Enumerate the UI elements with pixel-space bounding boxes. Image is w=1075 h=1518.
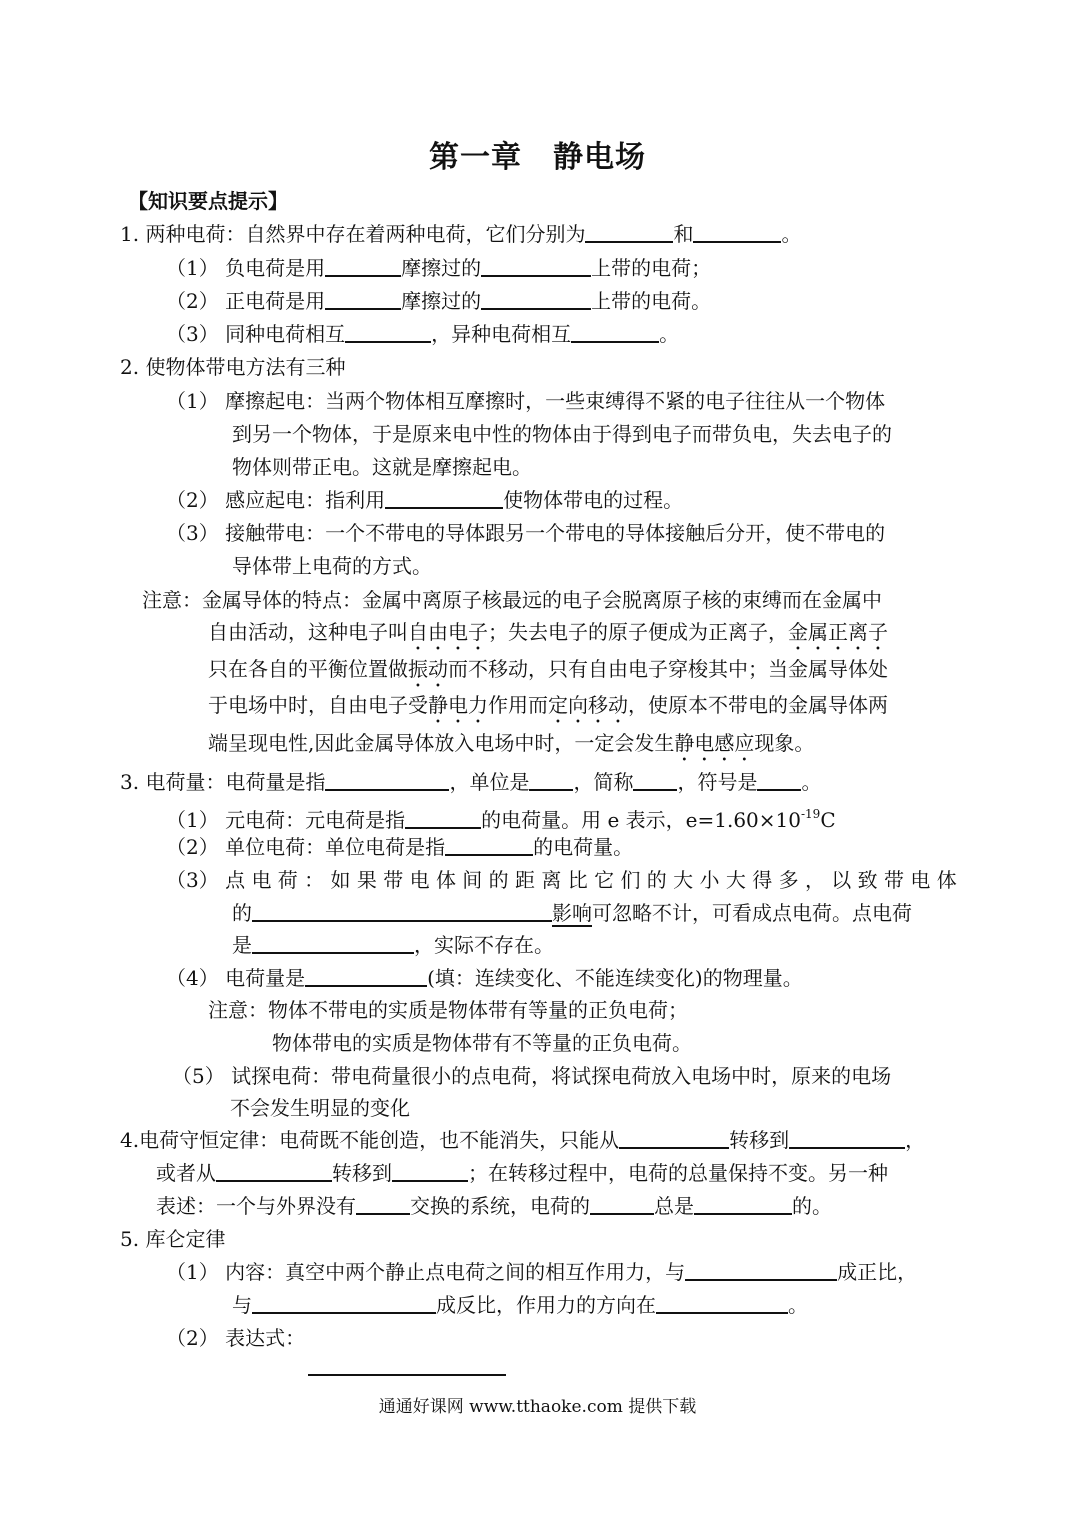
item-4-text: ；在转移过程中，电荷的总量保持不变。另一种	[468, 1161, 888, 1185]
item-4-line-b	[156, 1160, 888, 1186]
item-2: 2. 使物体带电方法有三种	[120, 355, 346, 379]
note-2-line-b: 物体带电的实质是物体带有不等量的正负电荷。	[272, 1031, 692, 1055]
item-3-text: ，符号是	[677, 770, 758, 794]
note-text: 只在各自的平衡位置做	[208, 657, 408, 681]
answer-blank[interactable]	[685, 1259, 837, 1281]
answer-blank[interactable]	[757, 769, 801, 791]
answer-blank[interactable]	[445, 834, 533, 856]
item-2-2-text-a: （2） 感应起电：指利用	[166, 488, 386, 512]
note-1-line-e	[208, 730, 814, 766]
item-4-line-a	[120, 1127, 925, 1153]
item-3-5-line-a: （5） 试探电荷：带电荷量很小的点电荷，将试探电荷放入电场中时，原来的电场	[172, 1064, 892, 1088]
emphasis-term: 静电感应	[674, 731, 755, 755]
note-text: 于电场中时，自由电子受	[208, 693, 428, 717]
note-text: ，使原本不带电的金属导体两	[628, 693, 888, 717]
item-1-text-a: 1. 两种电荷：自然界中存在着两种电荷，它们分别为	[120, 222, 586, 246]
answer-blank[interactable]	[481, 288, 591, 310]
item-1-3-text-c: 。	[659, 322, 680, 346]
answer-blank[interactable]	[571, 321, 659, 343]
note-text: 端呈现电性,因此金属导体放入电场中时，一定会发生	[208, 731, 675, 755]
answer-blank[interactable]	[325, 769, 449, 791]
note-1-line-a: 注意：金属导体的特点：金属中离原子核最远的电子会脱离原子核的束缚而在金属中	[142, 588, 882, 612]
item-3-4-text: (填：连续变化、不能连续变化)的物理量。	[427, 966, 803, 990]
item-1-text-b: 和	[673, 222, 694, 246]
item-4-text: 或者从	[156, 1161, 216, 1185]
item-4-text: 转移到	[729, 1128, 790, 1152]
answer-blank[interactable]	[345, 321, 431, 343]
note-text: 而不移动，只有自由电子穿梭其中；当金属导体处	[448, 657, 888, 681]
item-2-3-line-b: 导体带上电荷的方式。	[232, 554, 432, 578]
answer-blank[interactable]	[694, 1193, 792, 1215]
note-1-line-b	[208, 619, 888, 655]
item-3	[120, 769, 821, 795]
item-3-1-text: 的电荷量。用 e 表示，e=1.60×10	[481, 808, 801, 832]
footer: 通通好课网 www.tthaoke.com 提供下载	[378, 1397, 697, 1417]
item-3-text: 3. 电荷量：电荷量是指	[120, 770, 326, 794]
item-5-1-line-b	[232, 1292, 808, 1318]
answer-blank[interactable]	[789, 1127, 905, 1149]
answer-blank[interactable]	[656, 1292, 788, 1314]
item-3-1-text: （1） 元电荷：元电荷是指	[166, 808, 406, 832]
item-1-2-text-b: 摩擦过的	[401, 289, 482, 313]
item-2-1-line-a: （1） 摩擦起电：当两个物体相互摩擦时，一些束缚得不紧的电子往往从一个物体	[166, 389, 886, 413]
item-1-3-text-a: （3） 同种电荷相互	[166, 322, 346, 346]
item-3-2-text: 的电荷量。	[533, 835, 634, 859]
item-5: 5. 库仑定律	[120, 1227, 226, 1251]
item-1-2	[166, 288, 711, 314]
answer-blank[interactable]	[216, 1160, 332, 1182]
item-2-2-text-b: 使物体带电的过程。	[503, 488, 684, 512]
item-2-2	[166, 487, 683, 513]
item-3-3-text: 是	[232, 933, 252, 957]
answer-blank[interactable]	[405, 807, 481, 829]
item-5-1-text: 与	[232, 1293, 252, 1317]
note-1-line-c	[208, 656, 888, 692]
item-4-text: 转移到	[332, 1161, 392, 1185]
page-title: 第一章 静电场	[429, 140, 646, 175]
answer-blank[interactable]	[252, 1292, 436, 1314]
item-4-text: 的。	[792, 1194, 832, 1218]
emphasis-term: 振动	[408, 657, 448, 681]
exponent: -19	[800, 807, 821, 821]
item-1-2-text-c: 上带的电荷。	[591, 289, 712, 313]
item-4-text: 4.电荷守恒定律：电荷既不能创造，也不能消失，只能从	[120, 1128, 620, 1152]
item-1-1-text-c: 上带的电荷；	[591, 256, 712, 280]
item-5-2: （2） 表达式：	[166, 1326, 306, 1350]
emphasis-term: 自由电子	[408, 620, 488, 644]
item-4-text: 交换的系统，电荷的	[410, 1194, 590, 1218]
item-4-line-c	[156, 1193, 832, 1219]
item-3-3-text: ，实际不存在。	[414, 933, 554, 957]
item-3-text: 。	[801, 770, 822, 794]
item-4-text: 表述：一个与外界没有	[156, 1194, 356, 1218]
item-2-3-line-a: （3） 接触带电：一个不带电的导体跟另一个带电的导体接触后分开，使不带电的	[166, 521, 886, 545]
answer-blank[interactable]	[590, 1193, 654, 1215]
emphasis-term: 静电力	[428, 693, 488, 717]
item-3-text: ，单位是	[449, 770, 530, 794]
answer-blank[interactable]	[693, 221, 781, 243]
note-text: 自由活动，这种电子叫	[208, 620, 408, 644]
item-1-1-text-b: 摩擦过的	[401, 256, 482, 280]
item-1-1	[166, 255, 711, 281]
item-1-3-text-b: ，异种电荷相互	[431, 322, 572, 346]
answer-blank[interactable]	[252, 900, 552, 922]
answer-blank[interactable]	[385, 487, 503, 509]
answer-blank[interactable]	[325, 288, 401, 310]
item-3-4	[166, 965, 803, 991]
item-4-text: 总是	[654, 1194, 694, 1218]
footer-rule	[308, 1374, 506, 1376]
item-1-1-text-a: （1） 负电荷是用	[166, 256, 326, 280]
answer-blank[interactable]	[392, 1160, 468, 1182]
item-3-3-text: 影响	[552, 901, 592, 925]
item-5-1-text: 成反比，作用力的方向在	[436, 1293, 656, 1317]
item-3-2-text: （2） 单位电荷：单位电荷是指	[166, 835, 446, 859]
unit-symbol: C	[820, 808, 836, 832]
emphasis-term: 定向移动	[548, 693, 628, 717]
item-4-text: ，	[905, 1128, 926, 1152]
item-5-1-text: 。	[788, 1293, 808, 1317]
answer-blank[interactable]	[585, 221, 673, 243]
item-1-3	[166, 321, 679, 347]
answer-blank[interactable]	[633, 769, 677, 791]
item-3-5-line-b: 不会发生明显的变化	[230, 1096, 410, 1120]
answer-blank[interactable]	[325, 255, 401, 277]
note-text: ；失去电子的原子便成为正离子，	[488, 620, 788, 644]
note-2-line-a: 注意：物体不带电的实质是物体带有等量的正负电荷；	[208, 998, 688, 1022]
item-5-1-text: 成正比，	[837, 1260, 918, 1284]
item-1-2-text-a: （2） 正电荷是用	[166, 289, 326, 313]
item-3-2	[166, 834, 633, 860]
item-2-1-line-c: 物体则带正电。这就是摩擦起电。	[232, 455, 532, 479]
answer-blank[interactable]	[529, 769, 573, 791]
item-2-1-line-b: 到另一个物体，于是原来电中性的物体由于得到电子而带负电，失去电子的	[232, 422, 892, 446]
item-5-1-text: （1） 内容：真空中两个静止点电荷之间的相互作用力，与	[166, 1260, 686, 1284]
section-heading: 【知识要点提示】	[128, 189, 288, 213]
item-1	[120, 221, 801, 247]
item-3-3-line-b	[232, 900, 912, 926]
item-3-3-line-a: （3） 点 电 荷 ： 如 果 带 电 体 间 的 距 离 比 它 们 的 大 小 大 得 多 ， 以 致 带 电 体	[166, 868, 957, 892]
emphasis-term: 金属正离子	[788, 620, 888, 644]
item-3-1	[166, 801, 836, 833]
note-1-line-d	[208, 692, 888, 728]
item-1-text-c: 。	[781, 222, 802, 246]
note-text: 现象。	[754, 731, 815, 755]
answer-blank[interactable]	[356, 1193, 410, 1215]
item-5-1-line-a	[166, 1259, 917, 1285]
note-text: 作用而	[488, 693, 548, 717]
answer-blank[interactable]	[305, 965, 427, 987]
answer-blank[interactable]	[481, 255, 591, 277]
answer-blank[interactable]	[619, 1127, 729, 1149]
item-3-3-line-c	[232, 932, 554, 958]
item-3-3-text: 的	[232, 901, 252, 925]
item-3-text: ，简称	[573, 770, 634, 794]
item-3-4-text: （4） 电荷量是	[166, 966, 306, 990]
answer-blank[interactable]	[252, 932, 414, 954]
item-3-3-text: 可忽略不计，可看成点电荷。点电荷	[592, 901, 912, 925]
